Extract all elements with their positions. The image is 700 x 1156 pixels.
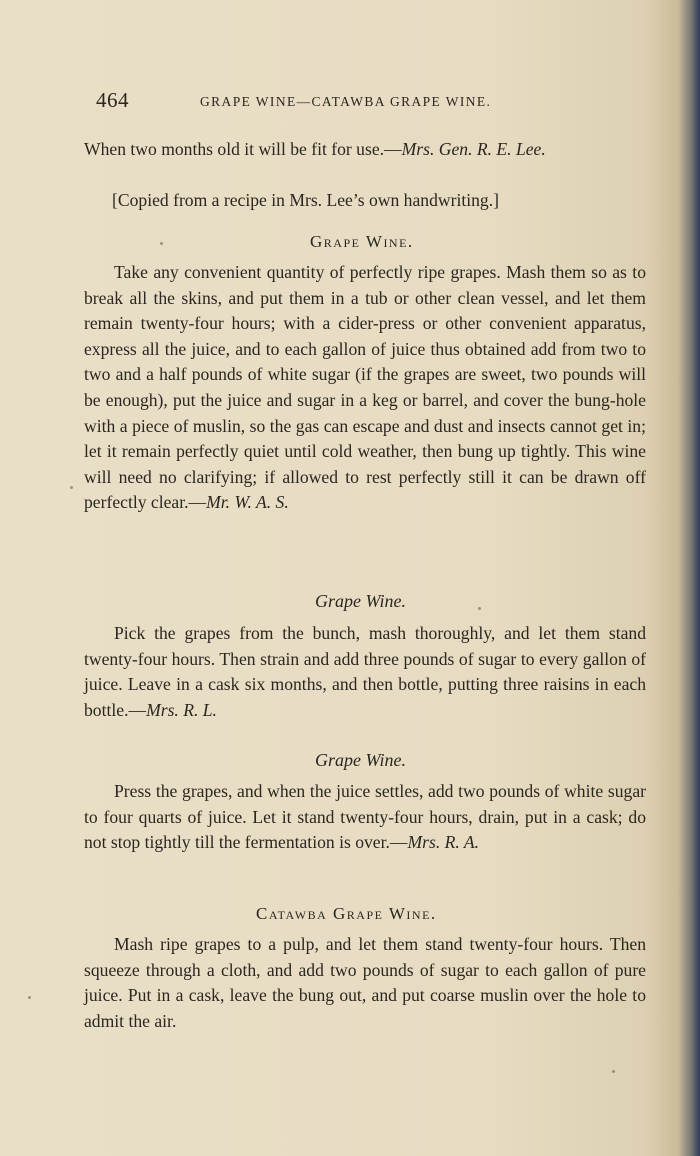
running-head: GRAPE WINE—CATAWBA GRAPE WINE.: [200, 94, 492, 109]
recipe-attribution: Mrs. R. A.: [407, 832, 480, 853]
handwriting-note: [Copied from a recipe in Mrs. Lee’s own handwriting.]: [112, 190, 499, 210]
continuation-text: When two months old it will be fit for use.—: [84, 139, 402, 159]
paper-speck: [70, 486, 73, 489]
recipe-body-grape-wine-3: [84, 779, 646, 856]
paper-speck: [612, 1070, 615, 1073]
page-edge-shadow: [678, 0, 700, 1156]
page-number: 464: [96, 88, 129, 112]
recipe-body-catawba-grape-wine: [84, 932, 646, 1034]
paper-speck: [160, 242, 163, 245]
recipe-title-grape-wine-1: Grape Wine.: [310, 232, 414, 251]
recipe-attribution: Mrs. R. L.: [146, 699, 217, 720]
continuation-paragraph: [84, 137, 646, 163]
paper-speck: [28, 996, 31, 999]
continuation-attribution: Mrs. Gen. R. E. Lee.: [401, 139, 546, 159]
recipe-text: Press the grapes, and when the juice settles, add two pounds of white sugar to four quarts of juice. Let it stand twenty-four hours, drain, put in a cask; do not stop tightly till the fermentation is over.—: [84, 781, 646, 853]
recipe-title-grape-wine-2: Grape Wine.: [315, 591, 406, 611]
recipe-body-grape-wine-1: [84, 260, 646, 516]
recipe-title-catawba-grape-wine: Catawba Grape Wine.: [256, 904, 437, 923]
recipe-title-grape-wine-3: Grape Wine.: [315, 750, 406, 770]
paper-speck: [478, 607, 481, 610]
recipe-text: Pick the grapes from the bunch, mash thoroughly, and let them stand twenty-four hours. Then strain and add three pounds of sugar to every gallon of juice. Leave in a cask six months, and then bottle, putting three raisins in each bottle.—: [84, 623, 646, 720]
recipe-attribution: Mr. W. A. S.: [206, 492, 289, 513]
recipe-text: Take any convenient quantity of perfectly ripe grapes. Mash them so as to break all the skins, and put them in a tub or other clean vessel, and let them remain twenty-four hours; with a cider-press or other convenient apparatus, express all the juice, and to each gallon of juice thus obtained add from two to two and a half pounds of white sugar (if the grapes are sweet, two pounds will be enough), put the juice and sugar in a keg or barrel, and cover the bung-hole with a piece of muslin, so the gas can escape and dust and insects cannot get in; let it remain perfectly quiet until cold weather, then bung up tightly. This wine will need no clarifying; if allowed to rest perfectly still it can be drawn off perfectly clear.—: [84, 262, 646, 513]
page-header: [96, 88, 566, 116]
recipe-body-grape-wine-2: [84, 621, 646, 723]
recipe-text: Mash ripe grapes to a pulp, and let them stand twenty-four hours. Then squeeze through a cloth, and add two pounds of sugar to each gallon of pure juice. Put in a cask, leave the bung out, and put coarse muslin over the hole to admit the air.: [84, 934, 646, 1031]
